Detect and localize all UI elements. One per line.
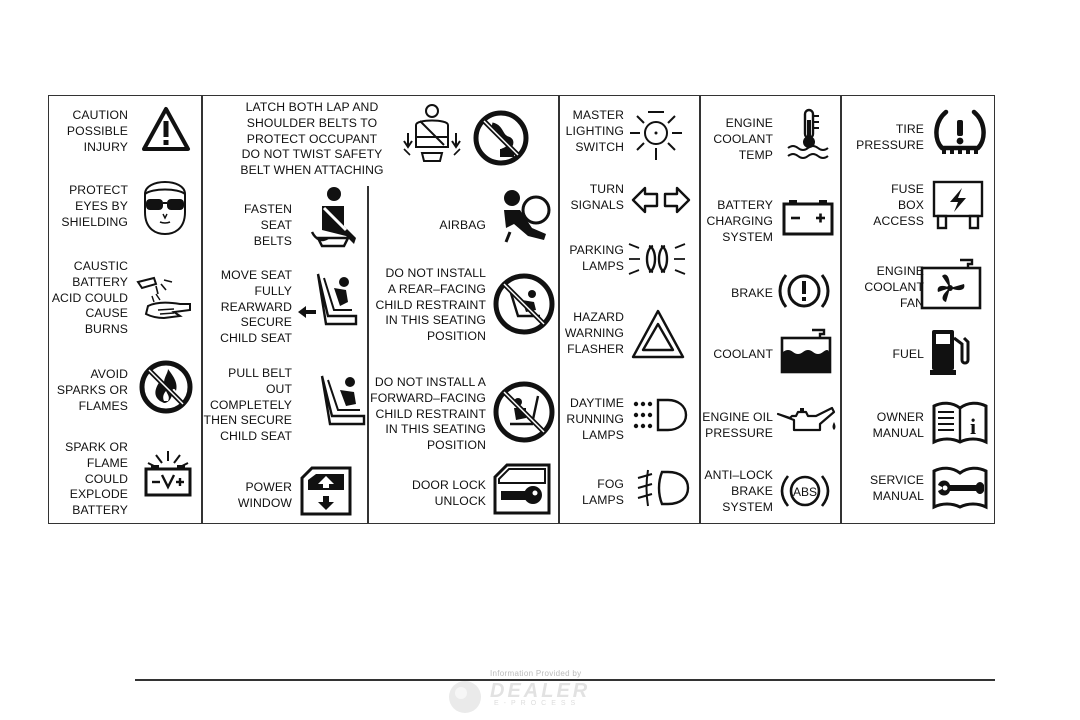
caution-label: CAUTION POSSIBLE INJURY [66, 108, 128, 154]
battery-icon [782, 198, 834, 236]
brake-label: BRAKE [731, 286, 773, 300]
no-rear-facing-seat-icon [492, 272, 556, 336]
belted-occupant-icon [402, 103, 462, 165]
dealer-logo-icon [447, 675, 487, 720]
seatbelt-icon [302, 186, 362, 248]
battery-charging-label: BATTERY CHARGING SYSTEM [706, 198, 773, 244]
pull-belt-label: PULL BELT OUT COMPLETELY THEN SECURE CHILD SEAT [203, 366, 292, 444]
column-divider [699, 96, 701, 523]
avoid-sparks-label: AVOID SPARKS OR FLAMES [56, 367, 128, 413]
abs-icon-text: ABS [792, 485, 818, 499]
no-twisted-belt-icon [472, 109, 530, 167]
coolant-temp-label: ENGINE COOLANT TEMP [713, 116, 773, 162]
latch-belts-label: LATCH BOTH LAP AND SHOULDER BELTS TO PROTECT OCCUPANT DO NOT TWIST SAFETY BELT WHEN ATTACHING [240, 100, 384, 178]
door-lock-icon [493, 463, 551, 515]
coolant-fan-icon [920, 258, 982, 310]
master-lighting-label: MASTER LIGHTING SWITCH [565, 108, 624, 154]
power-window-label: POWER WINDOW [237, 480, 292, 510]
fuel-pump-icon [930, 328, 972, 376]
caustic-acid-label: CAUSTIC BATTERY ACID COULD CAUSE BURNS [51, 259, 128, 337]
fuse-box-label: FUSE BOX ACCESS [873, 182, 924, 228]
face-shield-icon [140, 172, 190, 236]
daytime-running-lamps-icon [632, 396, 690, 434]
tire-pressure-icon [932, 106, 988, 160]
door-lock-label: DOOR LOCK UNLOCK [411, 478, 486, 508]
no-forward-facing-label: DO NOT INSTALL A FORWARD–FACING CHILD RESTRAINT IN THIS SEATING POSITION [370, 375, 486, 453]
watermark-brand: DEALER [490, 680, 591, 702]
rearward-child-seat-icon [296, 270, 366, 330]
brake-warning-icon [778, 267, 830, 315]
watermark-sub: E-PROCESS [494, 700, 581, 707]
acid-hand-icon [134, 276, 194, 322]
column-divider [367, 186, 369, 523]
watermark-provided-by: Information Provided by [490, 669, 582, 678]
power-window-icon [300, 466, 352, 516]
drl-label: DAYTIME RUNNING LAMPS [566, 396, 624, 442]
coolant-fan-label: ENGINE COOLANT FAN [864, 264, 924, 310]
airbag-icon [496, 188, 554, 244]
protect-eyes-label: PROTECT EYES BY SHIELDING [61, 183, 128, 229]
fasten-belts-label: FASTEN SEAT BELTS [243, 202, 292, 248]
column-divider [558, 96, 560, 523]
airbag-label: AIRBAG [439, 218, 486, 232]
spark-battery-label: SPARK OR FLAME COULD EXPLODE BATTERY [65, 440, 128, 518]
no-forward-facing-seat-icon [492, 380, 556, 444]
hazard-label: HAZARD WARNING FLASHER [564, 310, 624, 356]
oil-pressure-label: ENGINE OIL PRESSURE [702, 410, 773, 440]
owner-manual-icon [932, 402, 988, 444]
move-seat-label: MOVE SEAT FULLY REARWARD SECURE CHILD SEAT [220, 268, 292, 346]
exploding-battery-icon [142, 449, 194, 501]
service-manual-label: SERVICE MANUAL [870, 473, 924, 503]
master-lighting-icon [626, 108, 686, 162]
fog-lamps-label: FOG LAMPS [582, 477, 624, 507]
fuel-label: FUEL [892, 347, 924, 361]
turn-signals-label: TURN SIGNALS [570, 182, 624, 212]
abs-label: ANTI–LOCK BRAKE SYSTEM [704, 468, 773, 514]
column-divider [201, 96, 203, 523]
fog-lamps-icon [636, 468, 690, 508]
coolant-label: COOLANT [713, 347, 773, 361]
abs-icon [780, 470, 830, 512]
coolant-reservoir-icon [780, 328, 832, 374]
fuse-box-icon [932, 180, 984, 230]
child-seat-belt-icon [318, 372, 370, 428]
service-manual-icon [932, 467, 988, 509]
turn-signal-arrows-icon [631, 186, 691, 214]
warning-triangle-icon [141, 106, 191, 152]
parking-lamps-label: PARKING LAMPS [569, 243, 624, 273]
parking-lamps-icon [627, 238, 687, 280]
tire-pressure-label: TIRE PRESSURE [856, 122, 924, 152]
oil-can-icon [776, 404, 838, 440]
no-flame-icon [138, 359, 194, 415]
hazard-triangle-icon [630, 308, 686, 360]
column-divider [840, 96, 842, 523]
coolant-temperature-icon [786, 108, 832, 160]
info-icon-text: i [969, 414, 977, 439]
owner-manual-label: OWNER MANUAL [872, 410, 924, 440]
no-rear-facing-label: DO NOT INSTALL A REAR–FACING CHILD RESTRAINT IN THIS SEATING POSITION [375, 266, 486, 344]
